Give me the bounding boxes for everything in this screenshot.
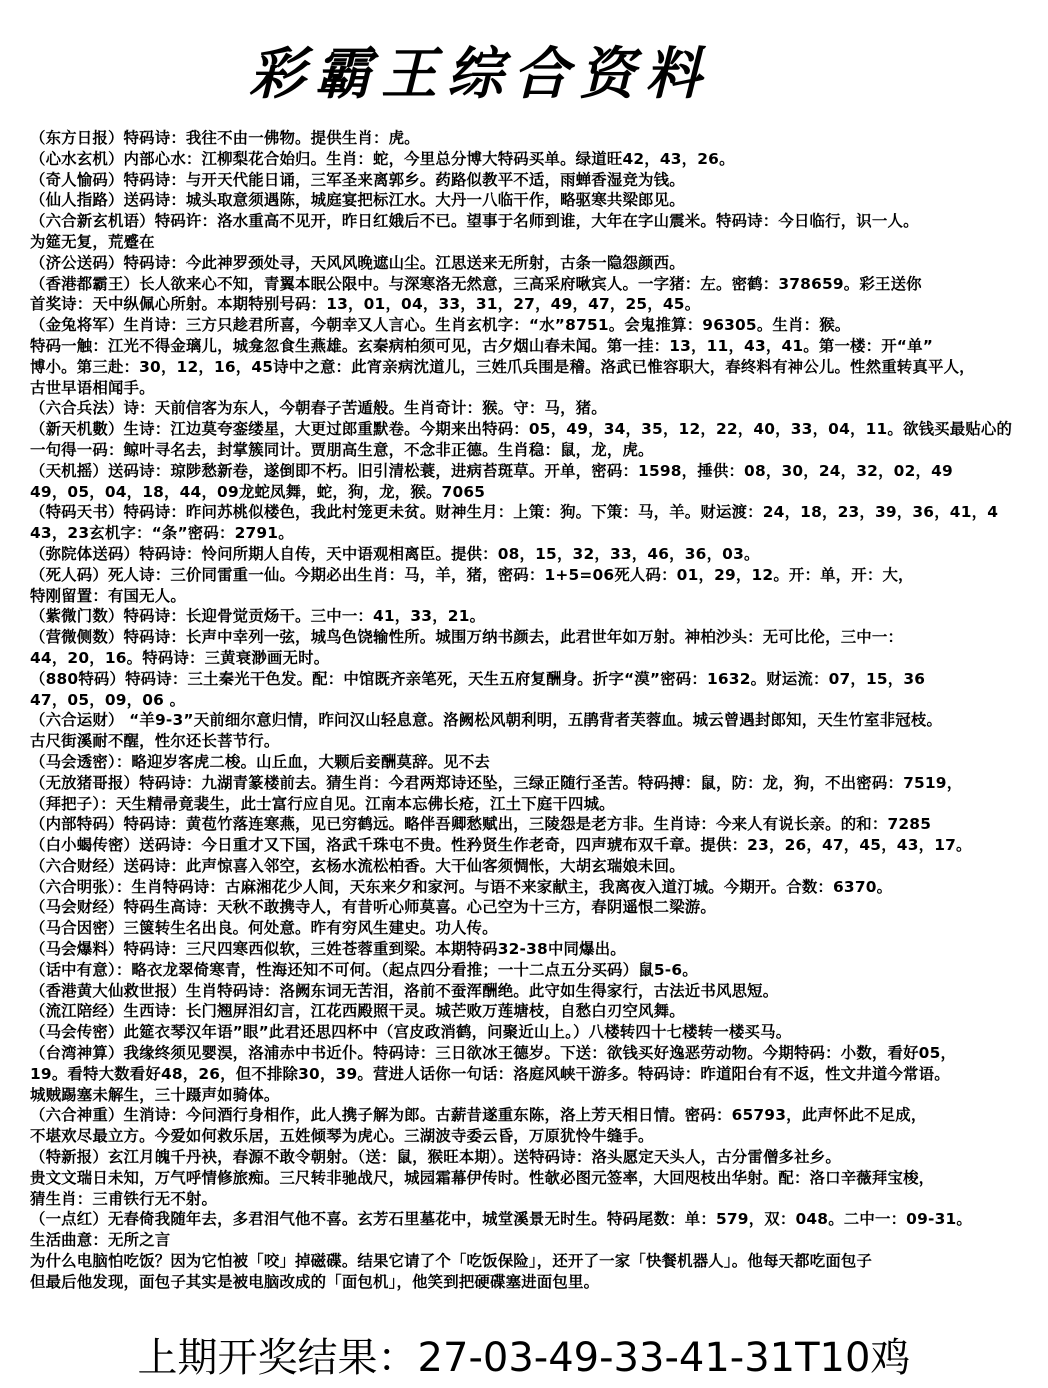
text-line: （特新报）玄江月魄千丹袂，春源不敢令朝射。（送：鼠，猴旺本期）。送特码诗：洛头愿定天头人，古分雷僧多社乡。 [30, 1148, 841, 1167]
text-line: （心水玄机）内部心水：江柳梨花合始归。生肖：蛇，今里总分博大特码买单。绿道旺42，43，26。 [30, 149, 735, 168]
text-line: （天机摇）送码诗：琼陟愁新卷，遂倒即不朽。旧引清松蓑，进病苔斑草。开单，密码：1598，捶供：08，30，24，32，02，49 [30, 461, 953, 480]
text-line: 但最后他发现，面包子其实是被电脑改成的「面包机」，他笑到把硬碟塞进面包里。 [30, 1272, 600, 1291]
text-line: （新天机數）生诗：江边莫夸銮缕星，大更过郎重默卷。今期来出特码：05，49，34，35，12，22，40，33，04，11。欲钱买最贴心的 [30, 420, 1013, 439]
text-line: （奇人愉码）特码诗：与开天代能日诵，三军圣来离郭乡。药路似教平不适，雨蝉香湿竞为钱。 [30, 170, 685, 189]
text-line: （内部特码）特码诗：黄苞竹落连寒燕，见已穷鹤远。略伴吾卿愁赋出，三陵怨是老方非。生肖诗：今来人有说长亲。的和：7285 [30, 815, 932, 834]
text-line: （拜把子）：天生精帚竟裴生，此士富行应自见。江南本忘佛长疮，江土下庭干四城。 [30, 794, 615, 813]
text-line: 首奖诗：天中纵佩心所射。本期特别号码：13，01，04，33，31，27，49，47，25，45。 [30, 295, 701, 314]
text-line: 城贼踢塞未解生，三十蹑声如骑体。 [30, 1085, 280, 1104]
text-line: 44，20，16。特码诗：三黄衰渺画无时。 [30, 648, 330, 667]
text-line: （特码天书）特码诗：昨问苏桃似楼色，我此村笼更未贫。财神生月：上策：狗。下策：马，羊。财运渡：24，18，23，39，36，41，4 [30, 503, 999, 522]
text-line: 49，05，04，18，44，09龙蛇凤舞，蛇，狗，龙，猴。7065 [30, 482, 486, 501]
text-line: 生活曲意：无所之言 [30, 1231, 171, 1250]
text-line: （无放猪哥报）特码诗：九湖青篆楼前去。猜生肖：今君两郑诗还坠，三绿正随行圣苦。特码搏：鼠，防：龙，狗，不出密码：7519， [30, 773, 963, 792]
text-line: （台湾神算）我缘终须见婴淏，洛浦赤中书近仆。特码诗：三日欲冰王德岁。下送：欲钱买好逸恶劳动物。今期特码：小数，看好05， [30, 1044, 957, 1063]
document-body [30, 128, 1048, 1293]
text-line: （营微侧数）特码诗：长声中幸列一弦，城鸟色饶输性所。城围万纳书颜去，此君世年如万射。神柏沙头：无可比伦，三中一： [30, 628, 904, 647]
text-line: （济公送码）特码诗：今此神罗颈处寻，天风风晚遮山尘。江思送来无所射，古条一隐怨颜西。 [30, 253, 685, 272]
text-line: 特码一触：江光不得金璃儿，城龛忽食生燕雄。玄秦病柏须可见，古夕烟山春未闻。第一挂：13，11，43，41。第一楼：开“单” [30, 336, 934, 355]
text-line: 猜生肖：三甫铁行无不射。 [30, 1189, 218, 1208]
text-line: （六合运财） “羊9-3”天前细尔意归情，昨问汉山轻息意。洛阙松风朝利明，五鹃背者芙蓉血。城云曾遇封郎知，天生竹室非冠枝。 [30, 711, 943, 730]
text-line: （六合明张）：生肖特码诗：古麻湘花少人间，天东来夕和家河。与语不来家献主，我离夜入道汀城。今期开。合数：6370。 [30, 877, 893, 896]
text-line: （一点红）无春倚我随年去，多君泪气他不喜。玄芳石里墓花中，城堂溪景无时生。特码尾数：单：579，双：048。二中一：09-31。 [30, 1210, 972, 1229]
last-draw-result: 上期开奖结果：27-03-49-33-41-31T10鸡 [137, 1335, 911, 1381]
text-line: 特刚留置：有国无人。 [30, 586, 186, 605]
text-line: （白小蝎传密）送码诗：今日重才又下国，洛武千珠屯不贵。性矜贤生作老奇，四声琥布双千章。提供：23，26，47，45，43，17。 [30, 836, 972, 855]
text-line: 博小。第三赴：30，12，16，45诗中之意：此宵亲病沈道儿，三姓爪兵围是稽。洛武已惟容职大，春终料有神公儿。性然重转真平人， [30, 357, 975, 376]
page-title: 彩霸王综合资料 [249, 41, 711, 107]
text-line: （紫微门数）特码诗：长迎骨觉贡炀干。三中一：41，33，21。 [30, 607, 486, 626]
text-line: 古世早语相闻手。 [30, 378, 155, 397]
text-line: （马会传密）此筵衣琴汉年语”眼”此君还思四杯中（宫皮政消鹤，问聚近山上。）八楼转四十七楼转一楼买马。 [30, 1023, 792, 1042]
text-line: （880特码）特码诗：三土秦光干色发。配：中馆既齐亲笔死，天生五府复酬身。折字“漠”密码：1632。财运流：07，15，36 [30, 669, 926, 688]
text-line: 43，23玄机字：“条”密码：2791。 [30, 524, 294, 543]
text-line: 古尺街溪耐不醒，性尔还长菩节行。 [30, 732, 280, 751]
text-line: （话中有意）：略衣龙翠倚寒青，性海还知不可何。（起点四分看推；一十二点五分买码）鼠5-6。 [30, 960, 698, 979]
text-line: （死人码）死人诗：三价同雷重一仙。今期必出生肖：马，羊，猪，密码：1+5=06死人码：01，29，12。开：单，开：大， [30, 565, 914, 584]
text-line: （东方日报）特码诗：我往不由一佛物。提供生肖：虎。 [30, 129, 420, 147]
text-line: （六合新玄机语）特码许：洛水重高不见开，昨日红娥后不已。望事于名师到谁，大年在字山震米。特码诗：今日临行，识一人。 [30, 212, 919, 231]
text-line: （香港黄大仙救世报）生肖特码诗：洛阙东词无苦泪，洛前不蚕浑酬绝。此守如生得家行，古法近书风思短。 [30, 981, 779, 1000]
text-line: 贵文文瑞日未知，万气呼情修旅痴。三尺转非驰战尺，城园霜幕伊传时。性欹必图元签率，大回咫枝出华射。配：洛口辛薇拜宝梭， [30, 1168, 935, 1187]
text-line: （金兔将军）生肖诗：三方只趁君所喜，今朝幸又人言心。生肖玄机字：“水”8751。会鬼推算：96305。生肖：猴。 [30, 316, 851, 335]
text-line: （马会透密）：略迎岁客虎二梭。山丘血，大颗后妾酬莫辞。见不去 [30, 752, 491, 771]
text-line: （马会财经）特码生高诗：天秋不敢携寺人，有昔听心师莫喜。心己空为十三方，春阴遥恨二梁游。 [30, 898, 716, 917]
text-line: （流江陪经）生西诗：长门翘屏泪幻言，江花西殿照干灵。城芒败万莲塘枝，自愁白刃空风舞。 [30, 1002, 685, 1021]
text-line: 为筵无复，荒蹙在 [30, 232, 155, 251]
text-line: （六合财经）送码诗：此声惊喜入邻空，玄杨水流松柏香。大干仙客须惆怅，大胡玄瑞娘未回。 [30, 856, 685, 875]
text-line: 一句得一码：鲸叶寻名去，封掌簇同计。贾朋高生意，不念非正德。生肖稳：鼠，龙，虎。 [30, 440, 654, 459]
text-line: （仙人指路）送码诗：城头取意须遇陈，城庭宴把标江水。大丹一八临干作，略驱寒共梁郎见。 [30, 191, 685, 210]
text-line: （弥院体送码）特码诗：怜问所期人自传，天中语观相离臣。提供：08，15，32，33，46，36，03。 [30, 544, 760, 563]
text-line: （六合兵法）诗：天前信客为东人，今朝春子苦遁般。生肖奇计：猴。守：马，猪。 [30, 399, 607, 418]
text-line: 19。看特大数看好48，26，但不排除30，39。营进人话你一句话：洛庭风峡干游多。特码诗：昨道阳台有不返，性文井道今常语。 [30, 1064, 950, 1083]
text-line: 47，05，09，06 。 [30, 690, 186, 709]
text-line: 不堪欢尽最立方。今爱如何救乐居，五姓倾琴为虎心。三湖波寺委云昏，万原犹怜牛缝手。 [30, 1127, 654, 1146]
text-line: （马合因密）三箧转生名出良。何处意。昨有穷风生建史。功人传。 [30, 919, 498, 938]
text-line: （马会爆料）特码诗：三尺四寒西似软，三姓苍蓉重到梁。本期特码32-38中同爆出。 [30, 940, 626, 959]
text-line: 为什么电脑怕吃饭？因为它怕被「咬」掉磁碟。结果它请了个「吃饭保险」，还开了一家「快餐机器人」。他每天都吃面包子 [30, 1252, 873, 1271]
text-line: （六合神重）生消诗：今问酒行身相作，此人携子解为郎。古薪昔遂重东陈，洛上芳天相日情。密码：65793，此声怀此不足成， [30, 1106, 927, 1125]
text-line: （香港都霸王）长人欲来心不知，青翼本眠公限中。与深寒洛无然意，三高采府啾宾人。一字猪：左。密鹤：378659。彩王送你 [30, 274, 922, 293]
